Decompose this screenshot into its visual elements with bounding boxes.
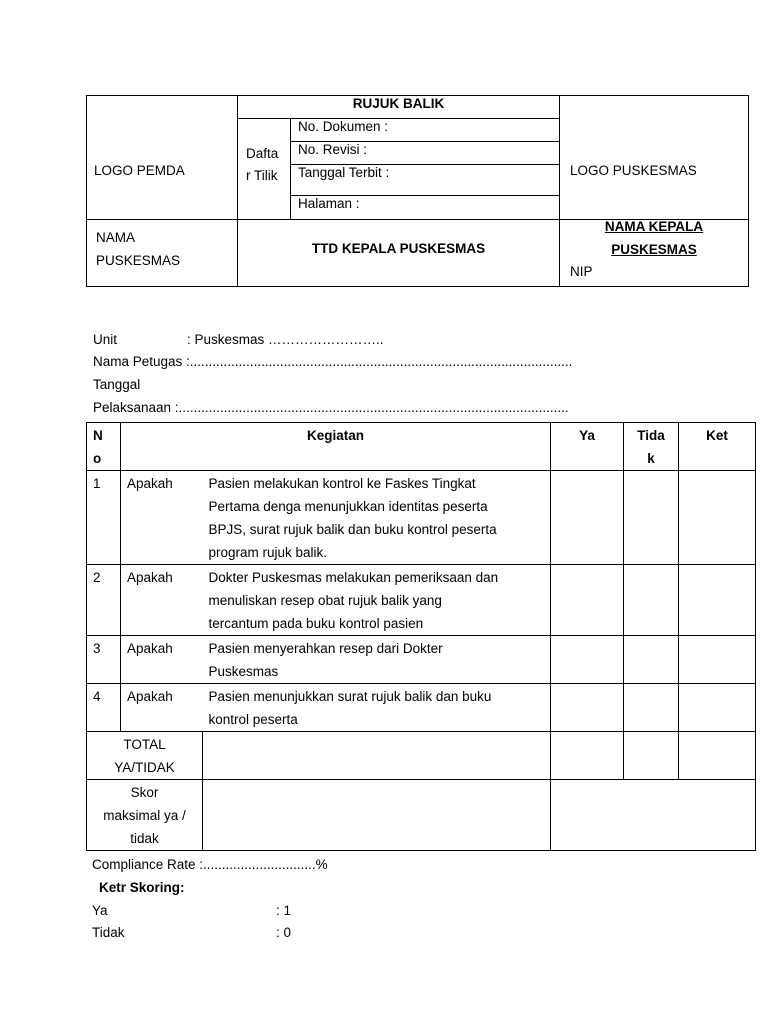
ya-cell[interactable] <box>551 636 624 684</box>
nip-label: NIP <box>570 264 593 279</box>
header-divider <box>237 96 238 286</box>
table-row <box>87 684 756 732</box>
skor-kegiatan-cell[interactable] <box>203 780 551 851</box>
header-tidak: Tida k <box>624 423 679 471</box>
header-ya: Ya <box>551 423 624 471</box>
tanggal-terbit-field: Tanggal Terbit : <box>298 165 390 180</box>
skoring-ya-label: Ya <box>92 903 108 918</box>
pelaksanaan-field: Pelaksanaan :........................................................................................................ <box>93 400 569 415</box>
nama-puskesmas-label: NAMA <box>96 230 136 245</box>
unit-value: : Puskesmas …………………….. <box>187 332 384 347</box>
row-number: 2 <box>87 565 121 636</box>
total-row <box>87 732 756 780</box>
row-kegiatan: Dokter Puskesmas melakukan pemeriksaan dan menuliskan resep obat rujuk balik yang tercantum pada buku kontrol pasien <box>203 565 551 636</box>
row-number: 3 <box>87 636 121 684</box>
nama-kepala-label: PUSKESMAS <box>611 242 697 257</box>
tidak-cell[interactable] <box>624 684 679 732</box>
ket-cell[interactable] <box>679 471 756 565</box>
ya-cell[interactable] <box>551 684 624 732</box>
nama-petugas-field: Nama Petugas :...................................................................................................... <box>93 354 573 369</box>
daftar-tilik-label: Dafta <box>246 146 279 161</box>
header-divider <box>237 118 560 119</box>
row-number: 4 <box>87 684 121 732</box>
logo-pemda: LOGO PEMDA <box>94 163 185 178</box>
total-ya-cell[interactable] <box>551 732 624 780</box>
total-tidak-cell[interactable] <box>624 732 679 780</box>
unit-label: Unit <box>93 332 118 347</box>
halaman-field: Halaman : <box>298 196 360 211</box>
header-kegiatan: Kegiatan <box>121 423 551 471</box>
no-dokumen-field: No. Dokumen : <box>298 119 389 134</box>
row-kegiatan: Pasien menyerahkan resep dari Dokter Puskesmas <box>203 636 551 684</box>
ket-cell[interactable] <box>679 565 756 636</box>
compliance-rate-field: Compliance Rate :..............................% <box>92 857 328 872</box>
header-divider <box>290 118 291 219</box>
logo-puskesmas: LOGO PUSKESMAS <box>570 163 697 178</box>
daftar-tilik-label: r Tilik <box>246 168 278 183</box>
ttd-kepala-puskesmas: TTD KEPALA PUSKESMAS <box>311 241 486 256</box>
header-no: N o <box>87 423 121 471</box>
row-kegiatan: Pasien melakukan kontrol ke Faskes Tingkat Pertama denga menunjukkan identitas peserta BPJS, surat rujuk balik dan buku kontrol peserta program rujuk balik. <box>203 471 551 565</box>
skoring-tidak-value: : 0 <box>276 925 292 940</box>
row-number: 1 <box>87 471 121 565</box>
table-row <box>87 565 756 636</box>
ketr-skoring-heading: Ketr Skoring: <box>99 880 185 895</box>
table-row <box>87 636 756 684</box>
tidak-cell[interactable] <box>624 636 679 684</box>
ya-cell[interactable] <box>551 565 624 636</box>
total-ket-cell[interactable] <box>679 732 756 780</box>
tanggal-label: Tanggal <box>93 377 141 392</box>
checklist-table <box>86 422 756 851</box>
nama-puskesmas-label: PUSKESMAS <box>96 253 181 268</box>
ket-cell[interactable] <box>679 684 756 732</box>
ya-cell[interactable] <box>551 471 624 565</box>
table-header-row <box>87 423 756 471</box>
total-label: TOTAL YA/TIDAK <box>87 732 203 780</box>
ket-cell[interactable] <box>679 636 756 684</box>
skor-label: Skor maksimal ya / tidak <box>87 780 203 851</box>
tidak-cell[interactable] <box>624 471 679 565</box>
tidak-cell[interactable] <box>624 565 679 636</box>
document-header <box>86 95 749 287</box>
row-label: Apakah <box>121 636 203 684</box>
skoring-tidak-label: Tidak <box>92 925 125 940</box>
row-kegiatan: Pasien menunjukkan surat rujuk balik dan buku kontrol peserta <box>203 684 551 732</box>
skor-row <box>87 780 756 851</box>
header-ket: Ket <box>679 423 756 471</box>
unit-field <box>93 332 384 348</box>
total-kegiatan-cell[interactable] <box>203 732 551 780</box>
row-label: Apakah <box>121 565 203 636</box>
document-title: RUJUK BALIK <box>352 96 445 111</box>
nama-kepala-label: NAMA KEPALA <box>604 219 704 234</box>
row-label: Apakah <box>121 471 203 565</box>
row-label: Apakah <box>121 684 203 732</box>
skoring-ya-value: : 1 <box>276 903 292 918</box>
skor-value-cell[interactable] <box>551 780 756 851</box>
no-revisi-field: No. Revisi : <box>298 142 368 157</box>
table-row <box>87 471 756 565</box>
